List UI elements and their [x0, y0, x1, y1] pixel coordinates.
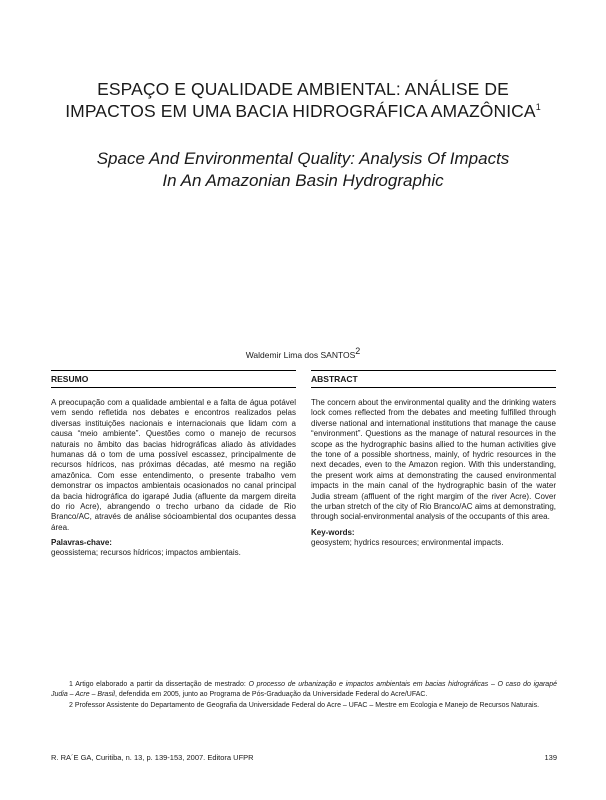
footnote-2: 2 Professor Assistente do Departamento de Geografia da Universidade Federal do Acre – UFAC – Mestre em Ecologia e Manejo de Recursos Naturais.: [69, 702, 540, 709]
resumo-section: [51, 370, 296, 558]
article-subtitle: [60, 148, 546, 192]
footnote-1-title: O processo de urbanização e impactos ambientais em bacias hidrográficas – O caso do igarapé Judia – Acre – Brasil: [51, 681, 557, 698]
resumo-heading: RESUMO: [51, 370, 296, 388]
footnote-1-suffix: , defendida em 2005, junto ao Programa de Pós-Graduação da Universidade Federal do Acre/UFAC.: [114, 690, 428, 698]
subtitle-line-2: In An Amazonian Basin Hydrographic: [162, 171, 444, 190]
abstract-heading: ABSTRACT: [311, 370, 556, 388]
abstract-section: [311, 370, 556, 548]
article-title: [60, 78, 546, 122]
author-footnote-mark[interactable]: 2: [355, 346, 361, 357]
resumo-keywords-label: Palavras-chave:: [51, 538, 112, 548]
resumo-keywords: geossistema; recursos hídricos; impactos ambientais.: [51, 548, 241, 558]
author-line: [0, 346, 606, 360]
footnotes: [51, 680, 557, 713]
footnote-1: [51, 680, 557, 699]
footnote-1-prefix: 1 Artigo elaborado a partir da dissertação de mestrado:: [69, 681, 249, 688]
subtitle-line-1: Space And Environmental Quality: Analysis Of Impacts: [96, 149, 510, 168]
resumo-body: A preocupação com a qualidade ambiental e a falta de água potável vem sendo refletida nos debates e encontros realizados pelas diversas instituições nacionais e internacionais que lidam com a causa “meio ambiente”. Questões como o manejo de recursos naturais no âmbito das bacias hidrográficas aliado às atividades humanas dá o tom de uma possível escassez, principalmente de recursos hídricos, nas próximas décadas, até mesmo na região amazônica. Com esse entendimento, o presente trabalho vem demonstrar os impactos ambientais ocasionados no canal principal da bacia hidrográfica do igarapé Judia (afluente da margem direita do rio Acre), abrangendo o trecho urbano da cidade de Rio Branco/AC, através de análise sócioambiental dos ocupantes dessa área.: [51, 398, 296, 532]
title-line-2: IMPACTOS EM UMA BACIA HIDROGRÁFICA AMAZÔNICA: [65, 101, 536, 121]
author-name: Waldemir Lima dos SANTOS: [245, 350, 356, 360]
abstract-body: The concern about the environmental quality and the drinking waters lock comes reflected from the debates and meeting fulfilled through diverse national and international institutions that manage the cause “environment”. Questions as the manage of natural resources in the scope as the hydrographic basins allied to the human activities give the tone of a possible shortness, mainly, of hydric resources in the next decades, even to the Amazon region. With this understanding, the present work aims at demonstrating the caused environmental impacts in the main canal of the hydrographic basin of the water Judia stream (affluent of the right margim of the river Acre). Cover the urban stretch of the city of Rio Branco/AC aims at demonstrating, through social-environmental analysis of the occupants of this area.: [311, 398, 556, 522]
abstract-keywords: geosystem; hydrics resources; environmental impacts.: [311, 537, 504, 547]
title-footnote-mark[interactable]: 1: [535, 102, 541, 113]
title-line-1: ESPAÇO E QUALIDADE AMBIENTAL: ANÁLISE DE: [97, 79, 509, 99]
page-footer: [51, 753, 557, 762]
page-number: 139: [544, 753, 557, 762]
abstract-keywords-label: Key-words:: [311, 527, 355, 537]
journal-citation: R. RA´E GA, Curitiba, n. 13, p. 139-153, 2007. Editora UFPR: [51, 753, 254, 762]
